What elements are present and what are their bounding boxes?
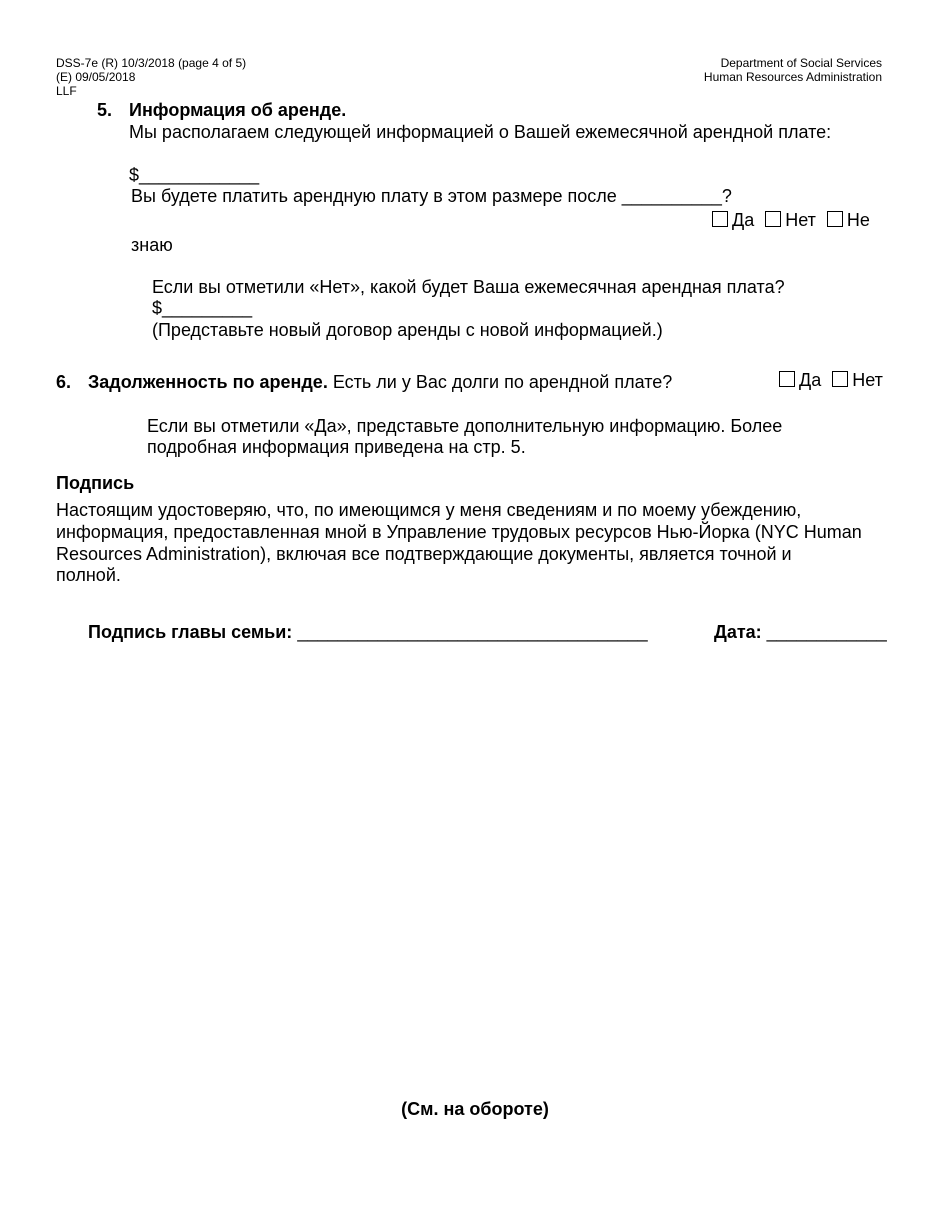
rent-yes-option[interactable]: Да xyxy=(712,210,754,231)
agency-name: Department of Social Services xyxy=(720,56,882,70)
section6-number: 6. xyxy=(56,372,72,392)
checkbox-icon[interactable] xyxy=(712,211,728,227)
see-reverse-note: (См. на обороте) xyxy=(401,1099,549,1119)
arrears-yes-option[interactable]: Да xyxy=(779,370,821,391)
section5-intro: Мы располагаем следующей информацией о Вашей ежемесячной арендной плате: xyxy=(129,122,832,142)
signature-heading: Подпись xyxy=(56,473,135,493)
checkbox-icon[interactable] xyxy=(827,211,843,227)
rent-amount-field[interactable]: $____________ xyxy=(129,165,260,185)
section5-number: 5. xyxy=(97,100,113,120)
agency-division: Human Resources Administration xyxy=(703,70,882,84)
head-signature-label: Подпись главы семьи: xyxy=(88,622,293,642)
section6-options xyxy=(779,370,883,391)
new-rent-question: Если вы отметили «Нет», какой будет Ваша ежемесячная арендная плата? xyxy=(152,277,785,297)
arrears-no-option[interactable]: Нет xyxy=(832,370,883,391)
new-lease-note: (Представьте новый договор аренды с новой информацией.) xyxy=(152,320,663,340)
head-signature-field[interactable]: ___________________________________ xyxy=(297,622,648,642)
arrears-note-line2: подробная информация приведена на стр. 5. xyxy=(147,437,526,457)
checkbox-icon[interactable] xyxy=(832,371,848,387)
certification-line1: Настоящим удостоверяю, что, по имеющимся у меня сведениям и по моему убеждению, xyxy=(56,500,802,520)
arrears-note-line1: Если вы отметили «Да», представьте дополнительную информацию. Более xyxy=(147,416,783,436)
certification-line2: информация, предоставленная мной в Управление трудовых ресурсов Нью-Йорка (NYC Human xyxy=(56,522,862,542)
date-block xyxy=(714,622,887,643)
certification-line4: полной. xyxy=(56,565,121,585)
rent-no-option[interactable]: Нет xyxy=(765,210,816,231)
section6-title: Задолженность по аренде. xyxy=(88,372,328,392)
checkbox-icon[interactable] xyxy=(779,371,795,387)
section5-title: Информация об аренде. xyxy=(129,100,347,120)
date-field[interactable]: ____________ xyxy=(766,622,887,642)
date-label: Дата: xyxy=(714,622,762,642)
arrears-question: Есть ли у Вас долги по арендной плате? xyxy=(332,372,673,392)
rent-dontknow-option[interactable]: Не xyxy=(827,210,870,231)
section6-heading xyxy=(88,372,672,393)
rent-dontknow-label-cont: знаю xyxy=(131,235,173,255)
new-rent-amount-field[interactable]: $_________ xyxy=(152,298,253,318)
checkbox-icon[interactable] xyxy=(765,211,781,227)
section5-options xyxy=(712,210,870,231)
head-of-household-signature xyxy=(88,622,648,643)
form-language-code: LLF xyxy=(56,84,77,98)
form-edition: (E) 09/05/2018 xyxy=(56,70,136,84)
rent-after-date-question: Вы будете платить арендную плату в этом размере после __________? xyxy=(131,186,732,206)
form-code: DSS-7e (R) 10/3/2018 (page 4 of 5) xyxy=(56,56,247,70)
certification-line3: Resources Administration), включая все подтверждающие документы, является точной и xyxy=(56,544,792,564)
